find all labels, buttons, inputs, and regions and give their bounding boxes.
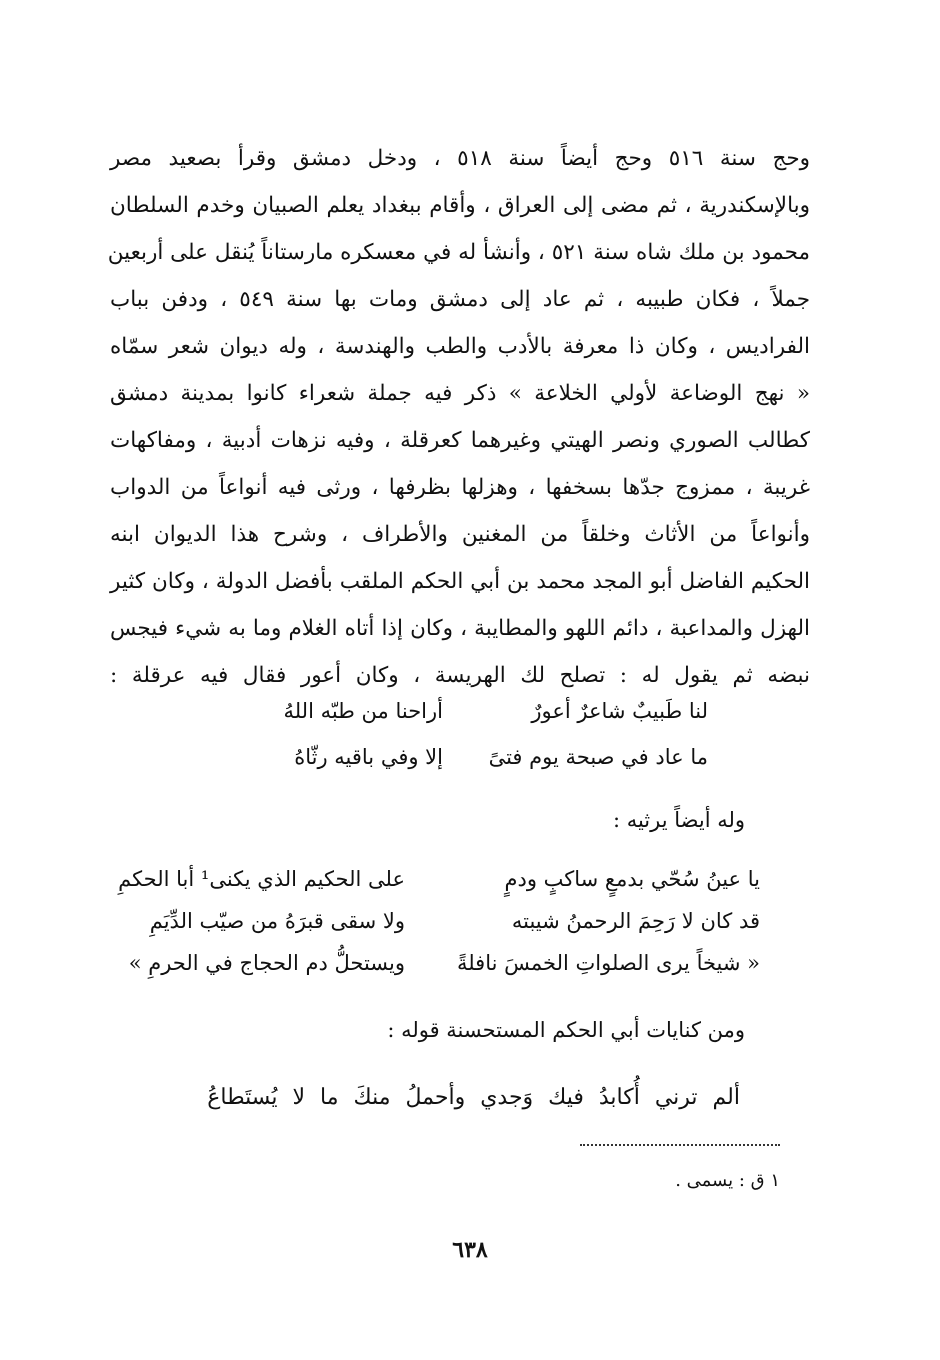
poem-verse bbox=[228, 688, 708, 734]
footnote-divider bbox=[580, 1144, 780, 1146]
prose-line: محمود بن ملك شاه سنة ٥٢١ ، وأنشأ له في معسكره مارستاناً يُنقل على أربعين bbox=[107, 240, 810, 265]
single-verse: ألم ترني أُكابدُ فيك وَجدي وأحملُ منكَ ما لا يُستَطاعُ bbox=[207, 1085, 740, 1110]
footnote: ١ ق : يسمى . bbox=[675, 1170, 780, 1191]
prose-line: كطالب الصوري ونصر الهيتي وغيرهما كعرقلة ، وفيه نزهات أدبية ، ومفاكهات bbox=[110, 428, 810, 453]
poem-introduction: ومن كنايات أبي الحكم المستحسنة قوله : bbox=[387, 1018, 745, 1042]
prose-block bbox=[107, 135, 811, 699]
verse-first-hemistich: يا عينُ سُحّي بدمعٍ ساكبٍ ودمٍ bbox=[504, 867, 760, 891]
prose-line: الفراديس ، وكان ذا معرفة بالأدب والطب والهندسة ، وله ديوان شعر سمّاه bbox=[110, 334, 810, 359]
verse-first-hemistich: « شيخاً يرى الصلواتِ الخمسَ نافلةً bbox=[456, 951, 760, 975]
prose-line: وحج سنة ٥١٦ وحج أيضاً سنة ٥١٨ ، ودخل دمشق وقرأ بصعيد مصر bbox=[110, 146, 811, 171]
verse-second-hemistich: ولا سقى قبرَهُ من صيّب الدِّيَمِ bbox=[149, 909, 405, 933]
prose-line: الهزل والمداعبة ، دائم اللهو والمطايبة ، وكان إذا أتاه الغلام وما به شيء فيجس bbox=[110, 616, 810, 641]
verse-first-hemistich: لنا طَبيبٌ شاعرٌ أعورٌ bbox=[531, 699, 708, 723]
prose-line: الحكيم الفاضل أبو المجد محمد بن أبي الحكم الملقب بأفضل الدولة ، وكان كثير bbox=[110, 569, 810, 594]
poem-verse bbox=[110, 900, 760, 942]
page-number: ٦٣٨ bbox=[452, 1237, 488, 1263]
verse-second-hemistich: أراحنا من طبّه اللهُ bbox=[283, 699, 443, 723]
poem-introduction: وله أيضاً يرثيه : bbox=[612, 808, 745, 832]
prose-line: وأنواعاً من الأثاث وخلقاً من المغنين والأطراف ، وشرح هذا الديوان ابنه bbox=[110, 522, 810, 547]
poem-verse bbox=[110, 858, 760, 900]
verse-second-hemistich: إلا وفي باقيه رثّاهُ bbox=[294, 745, 443, 769]
poem-block bbox=[228, 688, 708, 780]
verse-second-hemistich: ويستحلُّ دم الحجاج في الحرمِ » bbox=[128, 951, 405, 975]
verse-first-hemistich: ما عاد في صبحة يوم فتىً bbox=[488, 745, 708, 769]
poem-verse bbox=[110, 942, 760, 984]
prose-line: « نهج الوضاعة لأولي الخلاعة » ذكر فيه جملة شعراء كانوا بمدينة دمشق bbox=[110, 381, 810, 406]
prose-line: نبضه ثم يقول له : تصلح لك الهريسة ، وكان أعور فقال فيه عرقلة : bbox=[110, 663, 810, 688]
verse-second-hemistich: على الحكيم الذي يكنى¹ أبا الحكمِ bbox=[118, 867, 405, 891]
prose-line: وبالإسكندرية ، ثم مضى إلى العراق ، وأقام ببغداد يعلم الصبيان وخدم السلطان bbox=[110, 193, 810, 218]
prose-line: غريبة ، ممزوج جدّها بسخفها ، وهزلها بظرفها ، ورثى فيه أنواعاً من الدواب bbox=[110, 475, 810, 500]
verse-first-hemistich: قد كان لا رَحِمَ الرحمنُ شيبته bbox=[511, 909, 760, 933]
poem-verse bbox=[228, 734, 708, 780]
prose-line: جملاً ، فكان طبيبه ، ثم عاد إلى دمشق ومات بها سنة ٥٤٩ ، ودفن بباب bbox=[110, 287, 810, 312]
poem-block bbox=[110, 858, 760, 984]
